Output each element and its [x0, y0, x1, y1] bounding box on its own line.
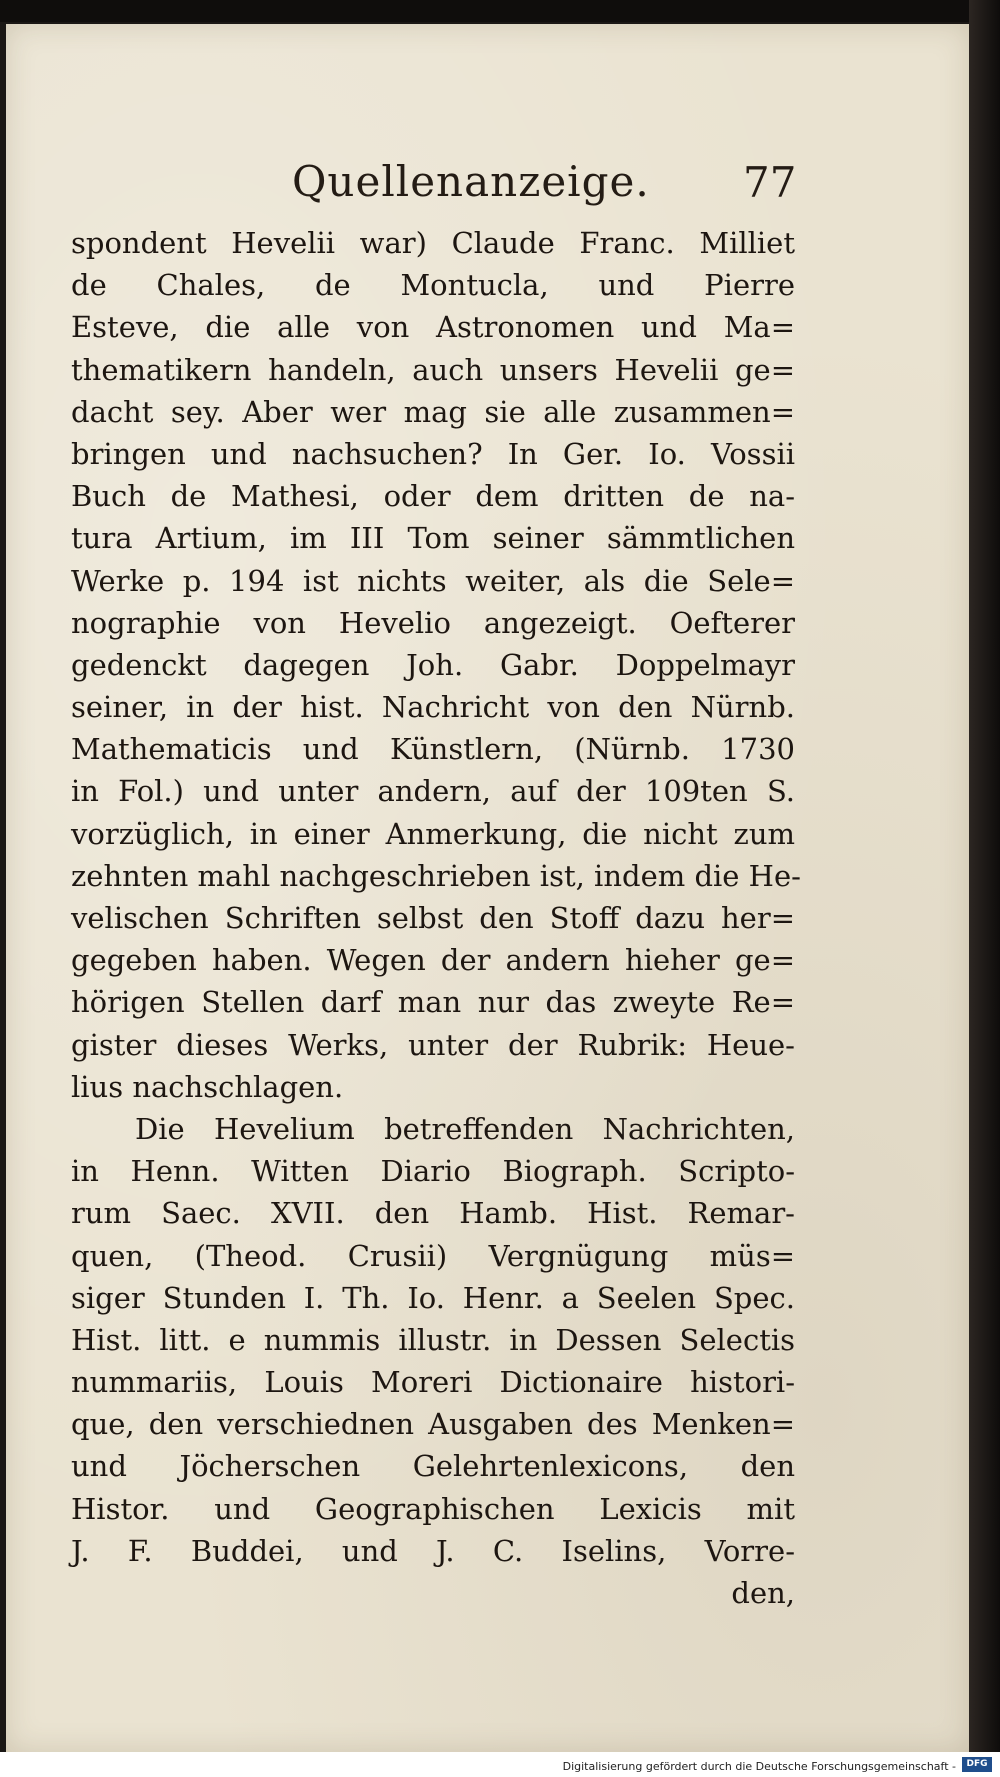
- scan-top-border: [0, 0, 1000, 22]
- text-line: spondent Hevelii war) Claude Franc. Milliet: [71, 226, 795, 260]
- text-line: gister dieses Werks, unter der Rubrik: Heue-: [71, 1027, 795, 1062]
- text-line: velischen Schriften selbst den Stoff dazu her=: [71, 901, 795, 935]
- text-line: gedenckt dagegen Joh. Gabr. Doppelmayr: [71, 647, 795, 682]
- text-line: und Jöcherschen Gelehrtenlexicons, den: [71, 1449, 795, 1484]
- text-line: in Fol.) und unter andern, auf der 109ten S.: [71, 774, 795, 809]
- text-line: siger Stunden I. Th. Io. Henr. a Seelen Spec.: [71, 1280, 795, 1315]
- text-line: quen, (Theod. Crusii) Vergnügung müs=: [71, 1238, 795, 1273]
- catchword: den,: [731, 1576, 795, 1610]
- text-line: bringen und nachsuchen? In Ger. Io. Vossii: [71, 436, 795, 471]
- text-line: seiner, in der hist. Nachricht von den Nürnb.: [71, 690, 795, 725]
- text-line: Mathematicis und Künstlern, (Nürnb. 1730: [71, 732, 795, 767]
- text-line: lius nachschlagen.: [71, 1069, 344, 1104]
- text-line: de Chales, de Montucla, und Pierre: [71, 268, 795, 303]
- dfg-logo: DFG: [962, 1757, 992, 1772]
- text-line: Buch de Mathesi, oder dem dritten de na-: [71, 479, 795, 514]
- text-line: nographie von Hevelio angezeigt. Oefterer: [71, 605, 795, 640]
- page-number: 77: [743, 158, 797, 207]
- text-line: nummariis, Louis Moreri Dictionaire histori-: [71, 1365, 795, 1400]
- text-line: Histor. und Geographischen Lexicis mit: [71, 1491, 795, 1526]
- text-line: que, den verschiednen Ausgaben des Menken=: [71, 1407, 795, 1442]
- text-line: hörigen Stellen darf man nur das zweyte Re=: [71, 985, 795, 1020]
- text-line: dacht sey. Aber wer mag sie alle zusammen=: [71, 394, 795, 429]
- text-line: thematikern handeln, auch unsers Hevelii ge=: [71, 352, 795, 387]
- text-line: Werke p. 194 ist nichts weiter, als die Sele=: [71, 563, 795, 598]
- scan-right-border: [969, 0, 1000, 1777]
- running-head: Quellenanzeige.: [292, 157, 650, 206]
- text-line: vorzüglich, in einer Anmerkung, die nicht zum: [71, 816, 795, 851]
- text-line: tura Artium, im III Tom seiner sämmtlichen: [71, 521, 795, 556]
- text-line: zehnten mahl nachgeschrieben ist, indem die He-: [71, 858, 801, 893]
- text-line: rum Saec. XVII. den Hamb. Hist. Remar-: [71, 1196, 795, 1231]
- text-line: Hist. litt. e nummis illustr. in Dessen Selectis: [71, 1322, 795, 1357]
- digitization-credit: Digitalisierung gefördert durch die Deutsche Forschungsgemeinschaft -: [562, 1760, 956, 1773]
- text-line: J. F. Buddei, und J. C. Iselins, Vorre-: [71, 1533, 795, 1568]
- text-line: in Henn. Witten Diario Biograph. Scripto-: [71, 1154, 795, 1189]
- body-text: [71, 222, 801, 1614]
- text-line: Esteve, die alle von Astronomen und Ma=: [71, 310, 795, 345]
- text-line: Die Hevelium betreffenden Nachrichten,: [135, 1111, 795, 1146]
- text-line: gegeben haben. Wegen der andern hieher ge=: [71, 943, 795, 978]
